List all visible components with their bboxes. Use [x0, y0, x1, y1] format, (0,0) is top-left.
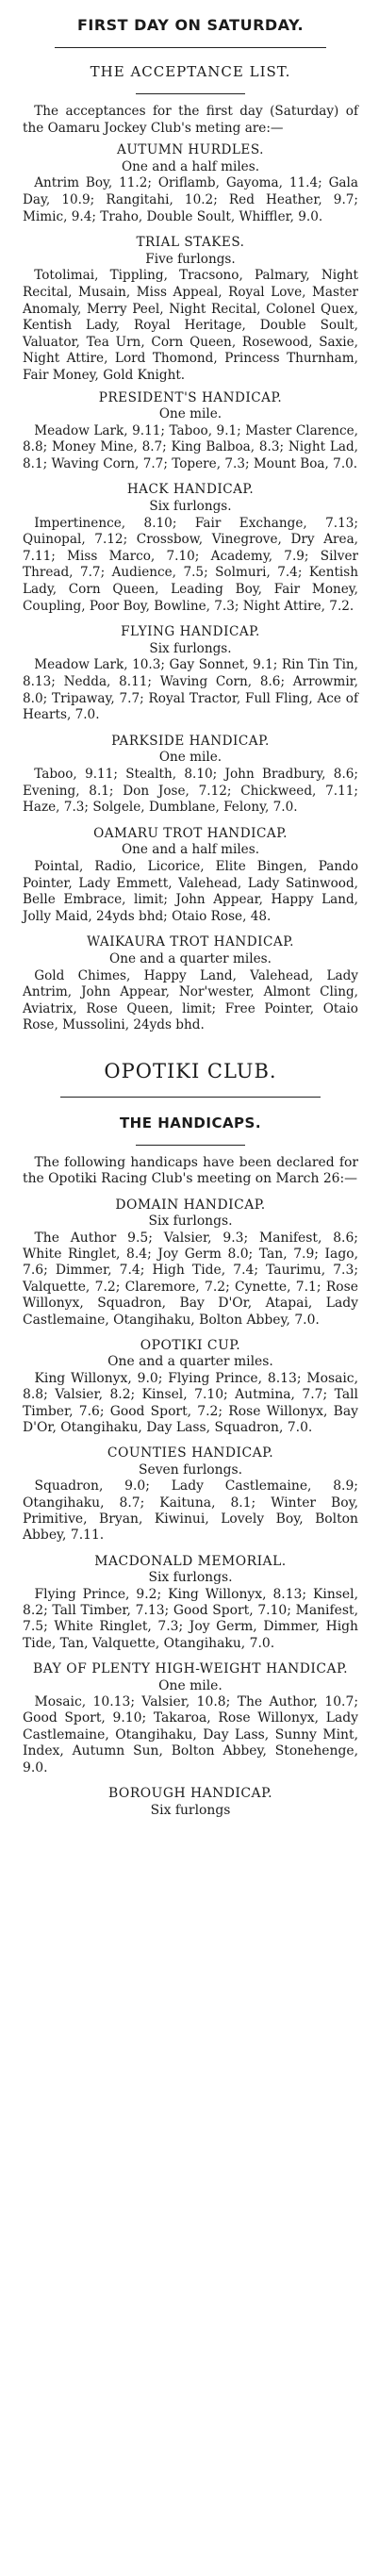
intro-paragraph: The acceptances for the first day (Saturday) of the Oamaru Jockey Club's meting are:— [23, 104, 358, 136]
race-distance: Seven furlongs. [138, 1461, 243, 1478]
club-heading: OPOTIKI CLUB. [104, 1059, 277, 1082]
race-title: AUTUMN HURDLES. [117, 142, 264, 158]
section-heading: FIRST DAY ON SATURDAY. [76, 16, 305, 34]
divider [136, 1145, 245, 1146]
race-entries: Gold Chimes, Happy Land, Valehead, Lady Antrim, John Appear, Nor'wester, Almont Cling, Aviatrix, Rose Queen, limit; Free Pointer, Otaio Rose, Mussolini, 24yds bhd. [23, 967, 358, 1033]
divider [60, 1097, 321, 1098]
race-distance: Six furlongs. [149, 640, 232, 656]
race-title: MACDONALD MEMORIAL. [94, 1553, 287, 1569]
race-title: OPOTIKI CUP. [140, 1337, 241, 1353]
race-block [23, 1436, 358, 1544]
race-distance: Six furlongs. [149, 499, 232, 515]
race-title: WAIKAURA TROT HANDICAP. [87, 934, 294, 950]
race-entries: Pointal, Radio, Licorice, Elite Bingen, Pando Pointer, Lady Emmett, Valehead, Lady Satinwood, Belle Embrace, limit; John Appear, Happy Land, Jolly Maid, 24yds bhd; Otaio Rose, 48. [23, 858, 358, 924]
race-block [23, 472, 358, 615]
divider [136, 93, 245, 94]
divider [55, 47, 326, 48]
intro-paragraph: The following handicaps have been declared for the Opotiki Racing Club's meeting on March 26:— [23, 1154, 358, 1187]
race-title: HACK HANDICAP. [126, 482, 255, 498]
race-distance: One and a quarter miles. [107, 1354, 273, 1370]
race-block [23, 817, 358, 926]
race-entries: Meadow Lark, 9.11; Taboo, 9.1; Master Clarence, 8.8; Money Mine, 8.7; King Balboa, 8.3; Night Lad, 8.1; Waving Corn, 7.7; Topere, 7.3; Mount Boa, 7.0. [23, 422, 358, 471]
race-distance: One and a quarter miles. [109, 950, 272, 966]
race-entries: Taboo, 9.11; Stealth, 8.10; John Bradbury, 8.6; Evening, 8.1; Don Jose, 7.12; Chickweed, 7.11; Haze, 7.3; Solgele, Dumblane, Felony, 7.0. [23, 766, 358, 816]
race-entries: The Author 9.5; Valsier, 9.3; Manifest, 8.6; White Ringlet, 8.4; Joy Germ 8.0; Tan, 7.9; Iago, 7.6; Dimmer, 7.4; High Tide, 7.4; Taurimu, 7.3; Valquette, 7.2; Claremore, 7.2; Cynette, 7.1; Rose Willonyx, Squadron, Bay D'Or, Atapai, Lady Castlemaine, Otangihaku, Bolton Abbey, 7.0. [23, 1230, 358, 1328]
race-distance: One mile. [158, 1677, 222, 1693]
race-distance: Six furlongs [150, 1802, 231, 1818]
race-block [23, 1652, 358, 1776]
race-title: BOROUGH HANDICAP. [107, 1786, 273, 1802]
race-block [23, 1776, 358, 1819]
race-block [23, 1544, 358, 1652]
race-title: FLYING HANDICAP. [121, 624, 260, 640]
race-block [23, 1188, 358, 1329]
race-distance: Five furlongs. [145, 251, 236, 267]
race-distance: One mile. [158, 406, 222, 422]
race-distance: Six furlongs. [148, 1214, 233, 1230]
race-title: OAMARU TROT HANDICAP. [93, 825, 288, 841]
race-entries: Totolimai, Tippling, Tracsono, Palmary, Night Recital, Musain, Miss Appeal, Royal Love, Master Anomaly, Merry Peel, Night Recital, Colonel Quex, Kentish Lady, Royal Heritage, Double Soult, Valuator, Tea Urn, Corn Queen, Rosewood, Saxie, Night Attire, Lord Thomond, Princess Thurnham, Fair Money, Gold Knight. [23, 268, 358, 383]
sub-heading: THE ACCEPTANCE LIST. [90, 63, 291, 80]
race-block [23, 225, 358, 384]
race-title: TRIAL STAKES. [136, 235, 245, 251]
race-entries: Meadow Lark, 10.3; Gay Sonnet, 9.1; Rin Tin Tin, 8.13; Nedda, 8.11; Waving Corn, 8.6; Arrowmir, 8.0; Tripaway, 7.7; Royal Tractor, Full Fling, Ace of Hearts, 7.0. [23, 657, 358, 723]
race-block [23, 724, 358, 817]
race-block [23, 925, 358, 1034]
race-entries: Impertinence, 8.10; Fair Exchange, 7.13; Quinopal, 7.12; Crossbow, Vinegrove, Dry Area, 7.11; Miss Marco, 7.10; Academy, 7.9; Silver Thread, 7.7; Audience, 7.5; Solmuri, 7.4; Kentish Lady, Corn Queen, Leading Boy, Fair Money, Coupling, Poor Boy, Bowline, 7.3; Night Attire, 7.2. [23, 515, 358, 614]
race-entries: Mosaic, 10.13; Valsier, 10.8; The Author, 10.7; Good Sport, 9.10; Takaroa, Rose Willonyx, Lady Castlemaine, Otangihaku, Day Lass, Sunny Mint, Index, Autumn Sun, Bolton Abbey, Stonehenge, 9.0. [23, 1694, 358, 1775]
race-entries: Antrim Boy, 11.2; Oriflamb, Gayoma, 11.4; Gala Day, 10.9; Rangitahi, 10.2; Red Heather, 9.7; Mimic, 9.4; Traho, Double Soult, Whiffler, 9.0. [23, 175, 358, 224]
race-block [23, 385, 358, 473]
race-distance: One and a half miles. [121, 842, 260, 858]
race-block [23, 615, 358, 724]
race-title: COUNTIES HANDICAP. [107, 1445, 274, 1461]
race-title: PRESIDENT'S HANDICAP. [98, 389, 283, 405]
race-block [23, 137, 358, 225]
race-entries: King Willonyx, 9.0; Flying Prince, 8.13; Mosaic, 8.8; Valsier, 8.2; Kinsel, 7.10; Autmina, 7.7; Tall Timber, 7.6; Good Sport, 7.2; Rose Willonyx, Bay D'Or, Otangihaku, Day Lass, Squadron, 7.0. [23, 1370, 358, 1435]
race-title: DOMAIN HANDICAP. [115, 1197, 266, 1213]
race-entries: Flying Prince, 9.2; King Willonyx, 8.13; Kinsel, 8.2; Tall Timber, 7.13; Good Sport, 7.10; Manifest, 7.5; White Ringlet, 7.3; Joy Germ, Dimmer, High Tide, Tan, Valquette, Otangihaku, 7.0. [23, 1586, 358, 1651]
race-distance: Six furlongs. [148, 1570, 233, 1586]
race-title: PARKSIDE HANDICAP. [111, 733, 270, 749]
race-distance: One and a half miles. [121, 158, 260, 174]
race-distance: One mile. [158, 750, 222, 766]
race-block [23, 1329, 358, 1436]
race-entries: Squadron, 9.0; Lady Castlemaine, 8.9; Otangihaku, 8.7; Kaituna, 8.1; Winter Boy, Primitive, Bryan, Kiwinui, Lovely Boy, Bolton Abbey, 7.11. [23, 1478, 358, 1544]
race-title: BAY OF PLENTY HIGH-WEIGHT HANDICAP. [33, 1661, 348, 1677]
sub-heading: THE HANDICAPS. [119, 1114, 262, 1131]
